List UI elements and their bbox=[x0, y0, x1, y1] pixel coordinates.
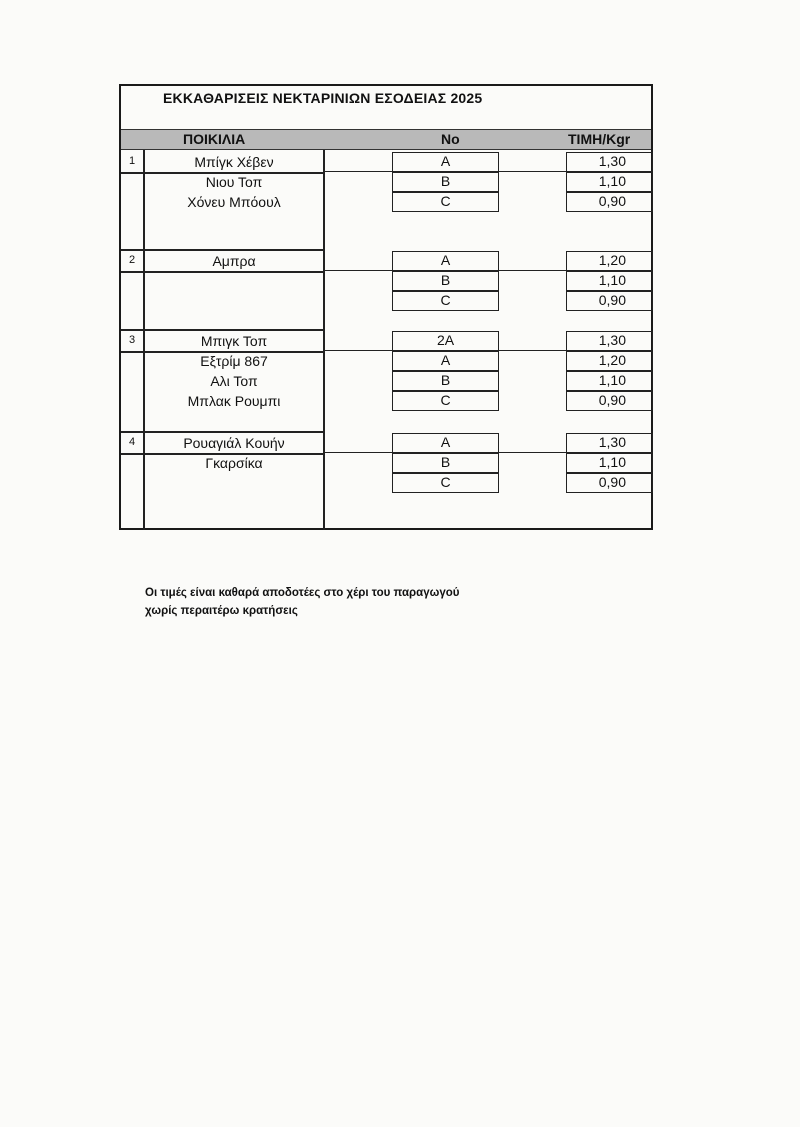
variety-name: Γκαρσίκα bbox=[205, 455, 263, 471]
header-variety: ΠΟΙΚΙΛΙΑ bbox=[183, 131, 246, 147]
grade-cell: A bbox=[392, 251, 499, 271]
price-table bbox=[119, 84, 653, 530]
column-divider-variety bbox=[323, 150, 325, 530]
price-cell: 1,30 bbox=[566, 433, 653, 453]
row-guide-line bbox=[323, 171, 392, 172]
header-no: No bbox=[441, 131, 460, 147]
grade-cell: B bbox=[392, 371, 499, 391]
price-cell: 0,90 bbox=[566, 291, 653, 311]
grade-cell: A bbox=[392, 152, 499, 172]
row-guide-line bbox=[499, 350, 566, 351]
variety-name: Νιου Τοπ bbox=[205, 174, 263, 190]
group-number: 4 bbox=[128, 436, 136, 448]
first-row-divider bbox=[121, 271, 323, 273]
price-cell: 1,10 bbox=[566, 271, 653, 291]
variety-name: Χόνευ Μπόουλ bbox=[187, 194, 281, 210]
row-guide-line bbox=[499, 171, 566, 172]
grade-cell: A bbox=[392, 433, 499, 453]
grade-cell: B bbox=[392, 172, 499, 192]
price-cell: 1,20 bbox=[566, 351, 653, 371]
price-cell: 1,20 bbox=[566, 251, 653, 271]
grade-cell: A bbox=[392, 351, 499, 371]
variety-name: Αλι Τοπ bbox=[210, 373, 258, 389]
variety-name: Εξτρίμ 867 bbox=[200, 353, 268, 369]
price-cell: 0,90 bbox=[566, 473, 653, 493]
grade-cell: 2A bbox=[392, 331, 499, 351]
price-cell: 0,90 bbox=[566, 391, 653, 411]
row-guide-line bbox=[323, 350, 392, 351]
grade-cell: C bbox=[392, 192, 499, 212]
header-price: ΤΙΜΗ/Kgr bbox=[568, 131, 631, 147]
footnote-line-2: χωρίς περαιτέρω κρατήσεις bbox=[145, 605, 298, 617]
header-row bbox=[121, 129, 651, 150]
price-cell: 0,90 bbox=[566, 192, 653, 212]
grade-cell: C bbox=[392, 473, 499, 493]
variety-name: Μπιγκ Τοπ bbox=[200, 333, 268, 349]
variety-name: Αμπρα bbox=[212, 253, 256, 269]
row-guide-line bbox=[499, 452, 566, 453]
grade-cell: B bbox=[392, 271, 499, 291]
footnote bbox=[145, 584, 459, 620]
row-guide-line bbox=[323, 270, 392, 271]
price-cell: 1,10 bbox=[566, 453, 653, 473]
grade-cell: C bbox=[392, 291, 499, 311]
variety-name: Ρουαγιάλ Κουήν bbox=[183, 435, 285, 451]
variety-name: Μπλακ Ρουμπι bbox=[187, 393, 281, 409]
footnote-line-1: Οι τιμές είναι καθαρά αποδοτέες στο χέρι του παραγωγού bbox=[145, 587, 460, 599]
grade-cell: C bbox=[392, 391, 499, 411]
price-cell: 1,10 bbox=[566, 172, 653, 192]
variety-name: Μπίγκ Χέβεν bbox=[194, 154, 274, 170]
price-cell: 1,30 bbox=[566, 331, 653, 351]
row-guide-line bbox=[499, 270, 566, 271]
group-number: 1 bbox=[128, 155, 136, 167]
table-title: ΕΚΚΑΘΑΡΙΣΕΙΣ ΝΕΚΤΑΡΙΝΙΩΝ ΕΣΟΔΕΙΑΣ 2025 bbox=[163, 90, 483, 106]
price-cell: 1,10 bbox=[566, 371, 653, 391]
grade-cell: B bbox=[392, 453, 499, 473]
row-guide-line bbox=[323, 452, 392, 453]
group-number: 3 bbox=[128, 334, 136, 346]
group-number: 2 bbox=[128, 254, 136, 266]
price-cell: 1,30 bbox=[566, 152, 653, 172]
